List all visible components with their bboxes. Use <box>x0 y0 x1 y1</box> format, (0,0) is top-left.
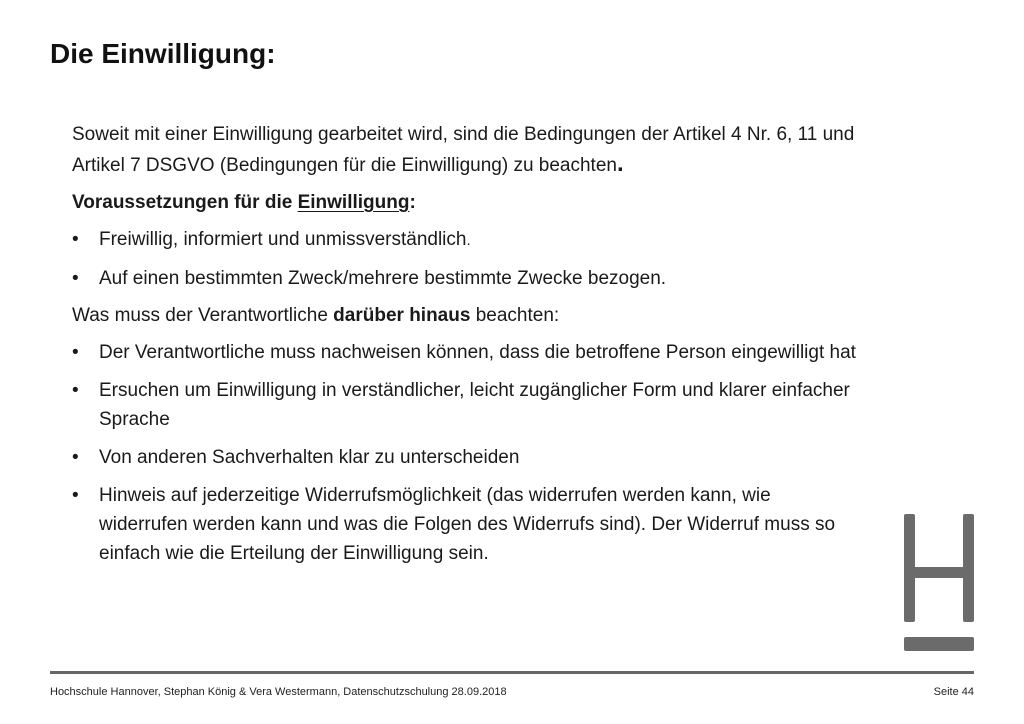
list-item-text: Auf einen bestimmten Zweck/mehrere bestimmte Zwecke bezogen. <box>99 268 667 289</box>
slide-content <box>72 120 862 576</box>
slide-title: Die Einwilligung: <box>50 38 276 69</box>
list-item-text: Von anderen Sachverhalten klar zu unterscheiden <box>99 447 520 468</box>
intro-text: Soweit mit einer Einwilligung gearbeitet wird, sind die Bedingungen der Artikel 4 Nr. 6, 11 und Artikel 7 DSGVO (Bedingungen für die Einwilligung) zu beachten <box>72 124 855 176</box>
list-item-text: Ersuchen um Einwilligung in verständlicher, leicht zugänglicher Form und klarer einfacher Sprache <box>99 380 850 430</box>
additional-text-bold: darüber hinaus <box>333 305 471 326</box>
hochschule-hannover-logo-icon <box>904 514 974 652</box>
list-item-end-mark: . <box>466 232 471 249</box>
list-item <box>72 376 862 434</box>
bullet-icon: • <box>72 268 79 289</box>
prerequisites-list <box>72 225 862 293</box>
bullet-icon: • <box>72 447 79 468</box>
prerequisites-heading <box>72 188 862 217</box>
list-item-text: Freiwillig, informiert und unmissverständlich <box>99 229 467 250</box>
list-item-text: Der Verantwortliche muss nachweisen können, dass die betroffene Person eingewilligt hat <box>99 342 856 363</box>
list-item <box>72 264 862 293</box>
intro-end-mark: . <box>616 150 624 177</box>
additional-text-prefix: Was muss der Verantwortliche <box>72 305 334 326</box>
list-item <box>72 443 862 472</box>
logo-underline-bar <box>904 637 974 651</box>
additional-text-suffix: beachten: <box>470 305 560 326</box>
list-item <box>72 338 862 367</box>
bullet-icon: • <box>72 380 79 401</box>
bullet-icon: • <box>72 342 79 363</box>
additional-requirements-list <box>72 338 862 568</box>
logo-cross-bar <box>904 567 974 578</box>
bullet-icon: • <box>72 485 79 506</box>
additional-requirements-line <box>72 301 862 330</box>
page-number: Seite 44 <box>933 686 974 698</box>
list-item <box>72 225 862 255</box>
footer-divider <box>50 671 974 674</box>
intro-paragraph <box>72 120 862 180</box>
prerequisites-heading-suffix: : <box>409 192 416 213</box>
bullet-icon: • <box>72 229 79 250</box>
prerequisites-heading-underlined: Einwilligung <box>297 192 410 213</box>
list-item <box>72 481 862 568</box>
footer-text: Hochschule Hannover, Stephan König & Vera Westermann, Datenschutzschulung 28.09.2018 <box>50 686 507 698</box>
prerequisites-heading-prefix: Voraussetzungen für die <box>72 192 298 213</box>
list-item-text: Hinweis auf jederzeitige Widerrufsmöglichkeit (das widerrufen werden kann, wie widerrufen werden kann und was die Folgen des Widerrufs sind). Der Widerruf muss so einfach wie die Erteilung der Einwilligung sein. <box>99 485 836 564</box>
